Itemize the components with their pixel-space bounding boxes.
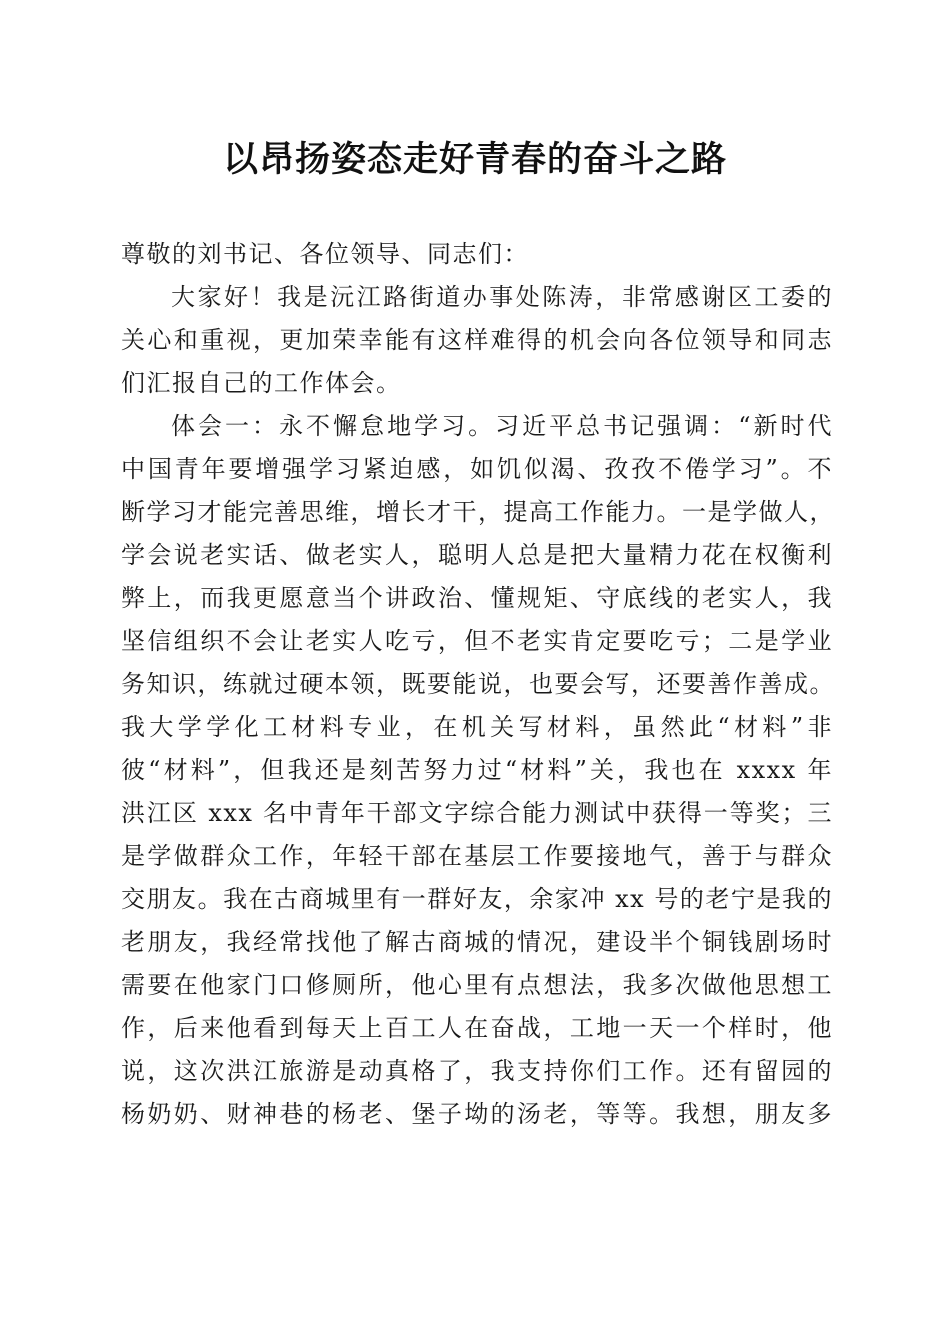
paragraph-experience-one <box>121 405 833 1136</box>
paragraph-line: 关心和重视，更加荣幸能有这样难得的机会向各位领导和同志 <box>121 326 833 354</box>
paragraph-line: 弊上，而我更愿意当个讲政治、懂规矩、守底线的老实人，我 <box>121 584 833 612</box>
document-body <box>121 233 833 1136</box>
paragraph-line: 我大学学化工材料专业，在机关写材料，虽然此“材料”非 <box>121 713 833 741</box>
paragraph-line: 洪江区 xxx 名中青年干部文字综合能力测试中获得一等奖；三 <box>121 799 833 827</box>
paragraph-line: 务知识，练就过硬本领，既要能说，也要会写，还要善作善成。 <box>121 670 835 698</box>
paragraph-line: 需要在他家门口修厕所，他心里有点想法，我多次做他思想工 <box>121 971 833 999</box>
paragraph-line: 学会说老实话、做老实人，聪明人总是把大量精力花在权衡利 <box>121 541 833 569</box>
paragraph-line: 断学习才能完善思维，增长才干，提高工作能力。一是学做人， <box>121 498 835 526</box>
paragraph-line: 们汇报自己的工作体会。 <box>121 369 402 397</box>
paragraph-line: 说，这次洪江旅游是动真格了，我支持你们工作。还有留园的 <box>121 1057 833 1085</box>
paragraph-line: 作，后来他看到每天上百工人在奋战，工地一天一个样时，他 <box>121 1014 833 1042</box>
paragraph-line: 杨奶奶、财神巷的杨老、堡子坳的汤老，等等。我想，朋友多 <box>121 1100 833 1128</box>
paragraph-line: 交朋友。我在古商城里有一群好友，余家冲 xx 号的老宁是我的 <box>121 885 833 913</box>
paragraph-line: 彼“材料”，但我还是刻苦努力过“材料”关，我也在 xxxx 年 <box>121 756 833 784</box>
salutation: 尊敬的刘书记、各位领导、同志们： <box>121 240 529 268</box>
paragraph-greeting <box>121 276 833 405</box>
paragraph-line: 是学做群众工作，年轻干部在基层工作要接地气，善于与群众 <box>121 842 833 870</box>
paragraph-line: 大家好！我是沅江路街道办事处陈涛，非常感谢区工委的 <box>171 283 833 311</box>
paragraph-line: 坚信组织不会让老实人吃亏，但不老实肯定要吃亏；二是学业 <box>121 627 833 655</box>
paragraph-line: 老朋友，我经常找他了解古商城的情况，建设半个铜钱剧场时 <box>121 928 833 956</box>
paragraph-line: 体会一：永不懈怠地学习。习近平总书记强调：“新时代 <box>171 412 833 440</box>
document-title: 以昂扬姿态走好青春的奋斗之路 <box>222 139 727 180</box>
paragraph-line: 中国青年要增强学习紧迫感，如饥似渴、孜孜不倦学习”。不 <box>121 455 833 483</box>
